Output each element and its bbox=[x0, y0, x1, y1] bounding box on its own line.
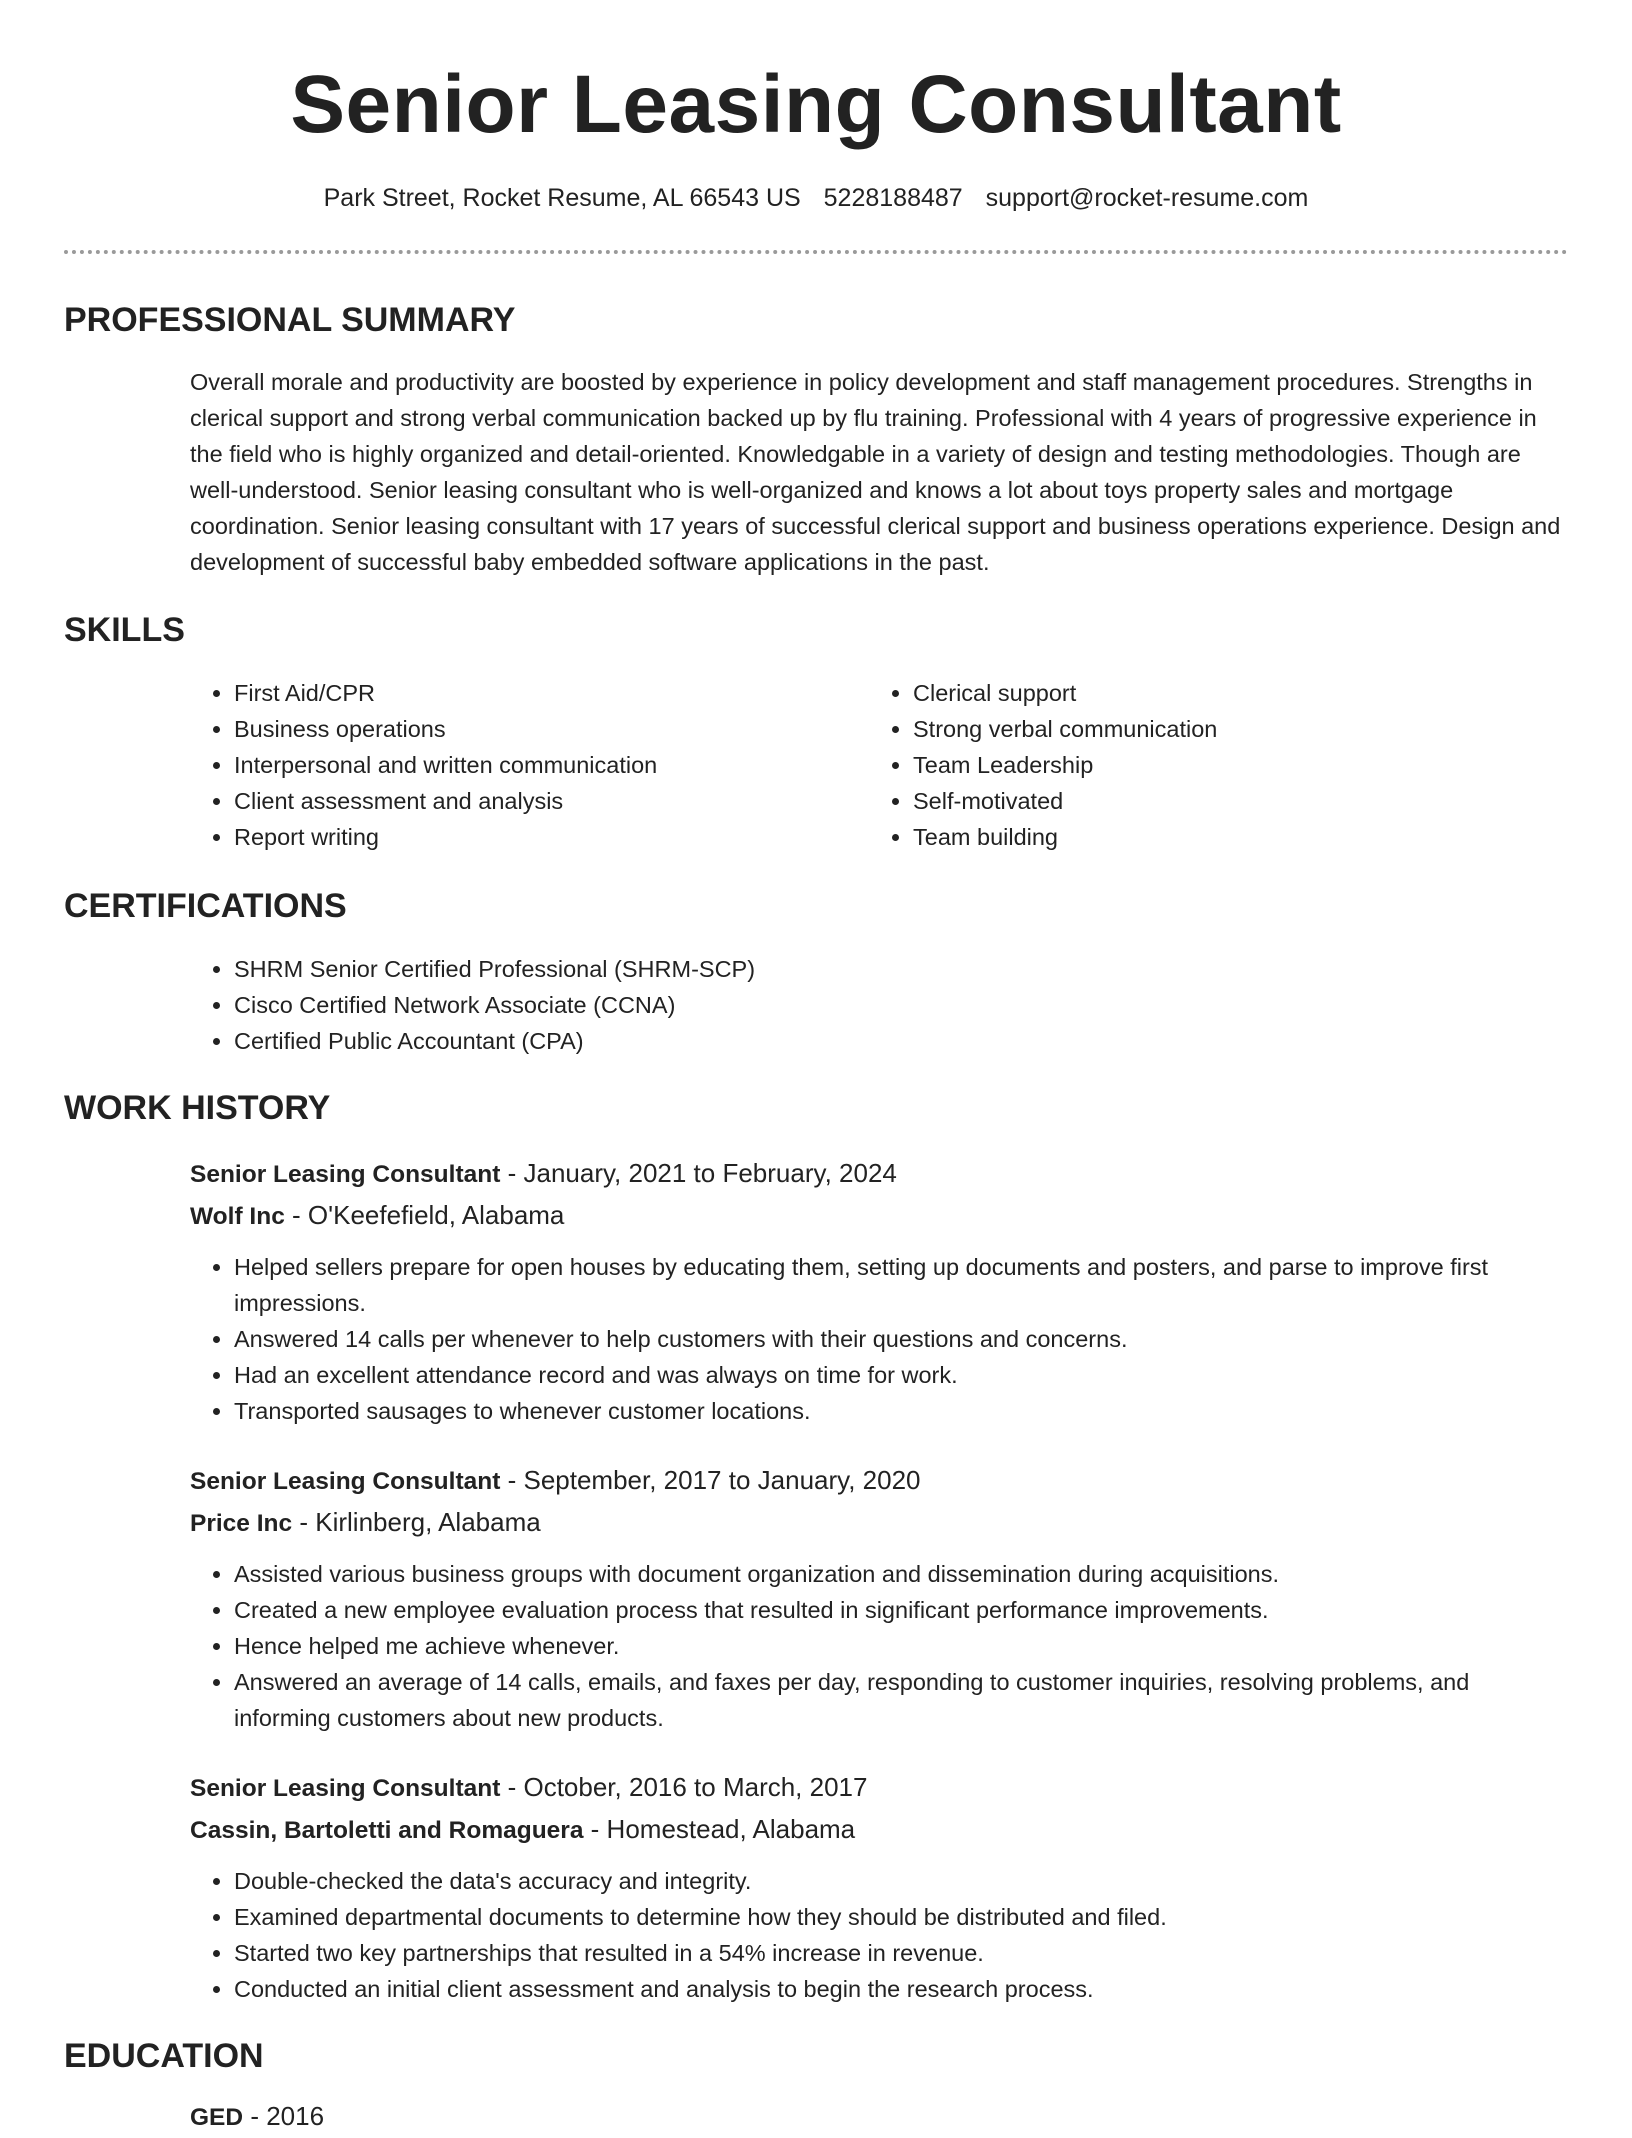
job-location: - Kirlinberg, Alabama bbox=[292, 1507, 541, 1537]
job-bullet: • Helped sellers prepare for open houses by educating them, setting up documents and posters, and parse to improve first impressions. bbox=[234, 1249, 1570, 1321]
certifications-heading: CERTIFICATIONS bbox=[64, 887, 347, 925]
job-role-line bbox=[190, 1460, 1570, 1502]
job-company-line bbox=[190, 1195, 1570, 1237]
job-location: - Homestead, Alabama bbox=[583, 1814, 856, 1844]
job-company-line bbox=[190, 1809, 1570, 1851]
education-detail: - 2016 bbox=[243, 2101, 325, 2131]
job-dates: - September, 2017 to January, 2020 bbox=[500, 1465, 921, 1495]
skills-column-right bbox=[869, 675, 1529, 855]
skill-item: • Team building bbox=[913, 819, 1529, 855]
skills-heading: SKILLS bbox=[64, 611, 185, 649]
job-entry bbox=[190, 1767, 1570, 2007]
job-dates: - January, 2021 to February, 2024 bbox=[500, 1158, 897, 1188]
education-heading: EDUCATION bbox=[64, 2037, 264, 2075]
education-degree: GED bbox=[190, 2104, 244, 2131]
job-company: Price Inc bbox=[190, 1510, 293, 1537]
job-company-line bbox=[190, 1502, 1570, 1544]
job-bullet: • Assisted various business groups with document organization and dissemination during acquisitions. bbox=[234, 1556, 1570, 1592]
job-bullet: • Transported sausages to whenever customer locations. bbox=[234, 1393, 1570, 1429]
contact-email: support@rocket-resume.com bbox=[985, 184, 1309, 212]
contact-line bbox=[0, 180, 1632, 216]
work-history-heading: WORK HISTORY bbox=[64, 1089, 331, 1127]
certification-item: • Certified Public Accountant (CPA) bbox=[234, 1023, 1390, 1059]
skill-item: • Team Leadership bbox=[913, 747, 1529, 783]
skill-item: • Report writing bbox=[234, 819, 850, 855]
skill-item: • Business operations bbox=[234, 711, 850, 747]
job-role: Senior Leasing Consultant bbox=[190, 1468, 501, 1495]
job-entry bbox=[190, 1460, 1570, 1736]
job-bullet: • Examined departmental documents to determine how they should be distributed and filed. bbox=[234, 1899, 1570, 1935]
skill-item: • Clerical support bbox=[913, 675, 1529, 711]
job-entry bbox=[190, 1153, 1570, 1429]
job-bullet: • Answered 14 calls per whenever to help customers with their questions and concerns. bbox=[234, 1321, 1570, 1357]
education-entry bbox=[190, 2096, 324, 2138]
job-bullet: • Conducted an initial client assessment and analysis to begin the research process. bbox=[234, 1971, 1570, 2007]
contact-phone: 5228188487 bbox=[823, 184, 963, 212]
certification-item: • Cisco Certified Network Associate (CCNA) bbox=[234, 987, 1390, 1023]
job-dates: - October, 2016 to March, 2017 bbox=[500, 1772, 868, 1802]
job-role-line bbox=[190, 1153, 1570, 1195]
skill-item: • Self-motivated bbox=[913, 783, 1529, 819]
skill-item: • Interpersonal and written communication bbox=[234, 747, 850, 783]
job-company: Wolf Inc bbox=[190, 1203, 285, 1230]
skill-item: • Client assessment and analysis bbox=[234, 783, 850, 819]
skills-column-left bbox=[190, 675, 850, 855]
summary-heading: PROFESSIONAL SUMMARY bbox=[64, 301, 516, 339]
summary-text: Overall morale and productivity are boosted by experience in policy development and staff management procedures. Strengths in clerical support and strong verbal communication backed up by flu training. Professional with 4 years of progressive experience in the field who is highly organized and detail-oriented. Knowledgable in a variety of design and testing methodologies. Though are well-understood. Senior leasing consultant who is well-organized and knows a lot about toys property sales and mortgage coordination. Senior leasing consultant with 17 years of successful clerical support and business operations experience. Design and development of successful baby embedded software applications in the past. bbox=[190, 369, 1561, 575]
job-bullet: • Had an excellent attendance record and was always on time for work. bbox=[234, 1357, 1570, 1393]
job-company: Cassin, Bartoletti and Romaguera bbox=[190, 1817, 584, 1844]
certification-item: • SHRM Senior Certified Professional (SHRM-SCP) bbox=[234, 951, 1390, 987]
job-bullet: • Started two key partnerships that resulted in a 54% increase in revenue. bbox=[234, 1935, 1570, 1971]
skill-item: • Strong verbal communication bbox=[913, 711, 1529, 747]
job-bullet: • Created a new employee evaluation process that resulted in significant performance improvements. bbox=[234, 1592, 1570, 1628]
job-bullet: • Hence helped me achieve whenever. bbox=[234, 1628, 1570, 1664]
certifications-list bbox=[190, 951, 1390, 1059]
job-location: - O'Keefefield, Alabama bbox=[284, 1200, 565, 1230]
job-role: Senior Leasing Consultant bbox=[190, 1161, 501, 1188]
contact-address: Park Street, Rocket Resume, AL 66543 US bbox=[323, 184, 801, 212]
job-role-line bbox=[190, 1767, 1570, 1809]
header-divider bbox=[64, 250, 1568, 254]
job-role: Senior Leasing Consultant bbox=[190, 1775, 501, 1802]
skill-item: • First Aid/CPR bbox=[234, 675, 850, 711]
job-bullet: • Answered an average of 14 calls, emails, and faxes per day, responding to customer inquiries, resolving problems, and informing customers about new products. bbox=[234, 1664, 1570, 1736]
resume-title: Senior Leasing Consultant bbox=[290, 59, 1342, 150]
job-bullet: • Double-checked the data's accuracy and integrity. bbox=[234, 1863, 1570, 1899]
